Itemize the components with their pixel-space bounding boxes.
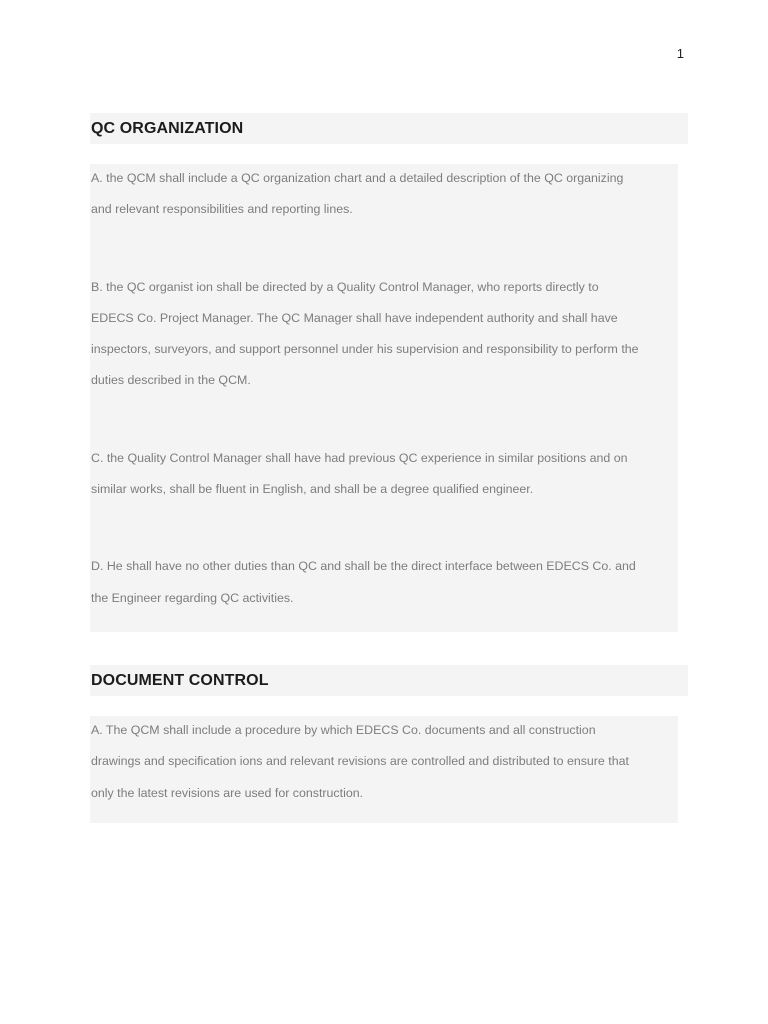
- paragraph-a: [90, 715, 678, 809]
- paragraph-line: only the latest revisions are used for construction.: [91, 785, 364, 800]
- paragraph-line: A. the QCM shall include a QC organization chart and a detailed description of the QC organizing: [91, 171, 624, 185]
- paragraph-line: C. the Quality Control Manager shall have had previous QC experience in similar positions and on: [91, 450, 628, 465]
- section-heading: QC ORGANIZATION: [91, 120, 244, 137]
- section-heading-band-qc-organization: [90, 113, 688, 144]
- paragraph-b: [90, 272, 678, 397]
- paragraph-line: and relevant responsibilities and reporting lines.: [91, 202, 353, 217]
- paragraph-line: duties described in the QCM.: [91, 373, 251, 388]
- section-body-qc-organization: [90, 164, 678, 632]
- paragraph-line: drawings and specification ions and relevant revisions are controlled and distributed to ensure that: [91, 754, 629, 769]
- paragraph-line: A. The QCM shall include a procedure by which EDECS Co. documents and all construction: [91, 723, 596, 737]
- paragraph-line: inspectors, surveyors, and support personnel under his supervision and responsibility to perform the: [91, 342, 639, 357]
- section-heading-band-document-control: [90, 665, 688, 696]
- paragraph-a: [90, 163, 678, 226]
- paragraph-line: EDECS Co. Project Manager. The QC Manager shall have independent authority and shall have: [91, 310, 618, 325]
- paragraph-c: [90, 443, 678, 506]
- paragraph-line: B. the QC organist ion shall be directed by a Quality Control Manager, who reports directly to: [91, 279, 599, 294]
- section-heading: DOCUMENT CONTROL: [91, 672, 269, 689]
- paragraph-line: the Engineer regarding QC activities.: [91, 590, 294, 605]
- page-number: 1: [676, 46, 684, 61]
- paragraph-line: similar works, shall be fluent in English, and shall be a degree qualified engineer.: [91, 482, 534, 497]
- paragraph-line: D. He shall have no other duties than QC and shall be the direct interface between EDECS Co. and: [91, 559, 636, 574]
- paragraph-d: [90, 551, 678, 614]
- section-body-document-control: [90, 716, 678, 823]
